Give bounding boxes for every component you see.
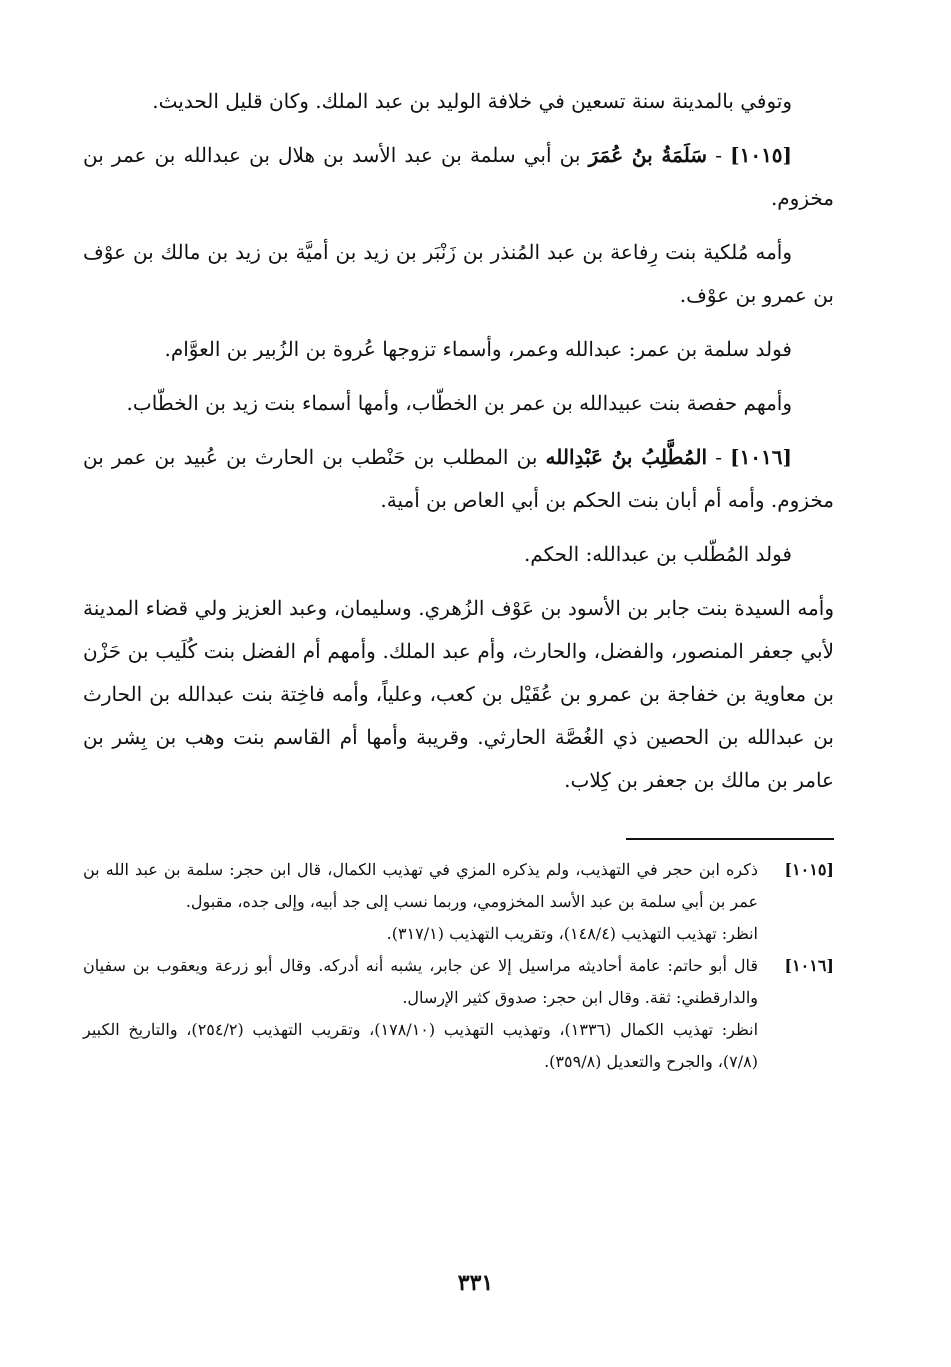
paragraph-8: وأمه السيدة بنت جابر بن الأسود بن عَوْف الزُهري. وسليمان، وعبد العزيز ولي قضاء المدينة لأبي جعفر المنصور، والفضل، والحارث، وأم عبد الملك. وأمهم أم الفضل بنت كُلَيب بن حَزْن بن معاوية بن خفاجة بن عمرو بن عُقَيْل بن كعب، وعلياً، وأمه فاخِتة بنت عبدالله بن الحارث بن عبدالله بن الحصين ذي الغُصَّة الحارثي. وقريبة وأمها أم القاسم بنت وهب بن بِشر بن عامر بن مالك بن جعفر بن كِلاب. — [83, 596, 834, 792]
paragraph-5: وأمهم حفصة بنت عبيدالله بن عمر بن الخطّاب، وأمها أسماء بنت زيد بن الخطّاب. — [126, 391, 792, 415]
footnotes — [83, 854, 834, 1078]
paragraph-3: وأمه مُلكية بنت رِفاعة بن عبد المُنذر بن زَنْبَر بن زيد بن أميَّة بن زيد بن مالك بن عوْف بن عمرو بن عوْف. — [83, 240, 834, 307]
footnote-1016 — [83, 950, 834, 1078]
paragraph-1: وتوفي بالمدينة سنة تسعين في خلافة الوليد بن عبد الملك. وكان قليل الحديث. — [152, 89, 792, 113]
paragraph-7: فولد المُطّلب بن عبدالله: الحكم. — [523, 542, 792, 566]
paragraph-4: فولد سلمة بن عمر: عبدالله وعمر، وأسماء تزوجها عُروة بن الزُبير بن العوَّام. — [164, 337, 792, 361]
entry-text: بن المطلب بن حَنْطب بن الحارث بن عُبيد بن عمر بن مخزوم. وأمه أم أبان بنت الحكم بن أبي العاص بن أمية. — [83, 445, 834, 512]
entry-number: [١٠١٥] — [730, 143, 793, 167]
footnote-text: ذكره ابن حجر في التهذيب، ولم يذكره المزي في تهذيب الكمال، قال ابن حجر: سلمة بن عبد الله بن عمر بن أبي سلمة بن عبد الأسد المخزومي، وربما نسب إلى جد أبيه، وإلى جده، مقبول. — [83, 860, 758, 911]
entry-1016: [١٠١٦] - المُطَّلِبُ بنُ عَبْدِالله بن المطلب بن حَنْطب بن الحارث بن عُبيد بن عمر بن مخزوم. وأمه أم أبان بنت الحكم بن أبي العاص بن أمية. — [83, 445, 834, 512]
footnote-body — [83, 950, 758, 1078]
page-number: ٣٣١ — [457, 1270, 494, 1296]
entry-1015: [١٠١٥] - سَلَمَةُ بنُ عُمَرَ بن أبي سلمة بن عبد الأسد بن هلال بن عبدالله بن عمر بن مخزوم. — [83, 143, 834, 210]
footnote-divider — [626, 838, 834, 840]
main-text — [83, 80, 834, 802]
footnote-text: قال أبو حاتم: عامة أحاديثه مراسيل إلا عن جابر، يشبه أنه أدركه. وقال أبو زرعة ويعقوب بن سفيان والدارقطني: ثقة. وقال ابن حجر: صدوق كثير الإرسال. — [83, 956, 758, 1007]
entry-name: سَلَمَةُ بنُ عُمَرَ — [588, 143, 708, 167]
footnote-references: انظر: تهذيب الكمال (١٣٣٦)، وتهذيب التهذيب (١٧٨/١٠)، وتقريب التهذيب (٢٥٤/٢)، والتاريخ الكبير (٧/٨)، والجرح والتعديل (٣٥٩/٨). — [83, 1020, 759, 1071]
entry-text: بن أبي سلمة بن عبد الأسد بن هلال بن عبدالله بن عمر بن مخزوم. — [83, 143, 834, 210]
entry-name: المُطَّلِبُ بنُ عَبْدِالله — [545, 445, 708, 469]
footnote-1015 — [83, 854, 834, 950]
footnote-body — [83, 854, 758, 950]
footnote-number: [١٠١٦] — [784, 956, 834, 975]
entry-number: [١٠١٦] — [730, 445, 792, 469]
footnote-references: انظر: تهذيب التهذيب (١٤٨/٤)، وتقريب التهذيب (٣١٧/١). — [386, 924, 758, 943]
footnote-number: [١٠١٥] — [784, 860, 834, 879]
